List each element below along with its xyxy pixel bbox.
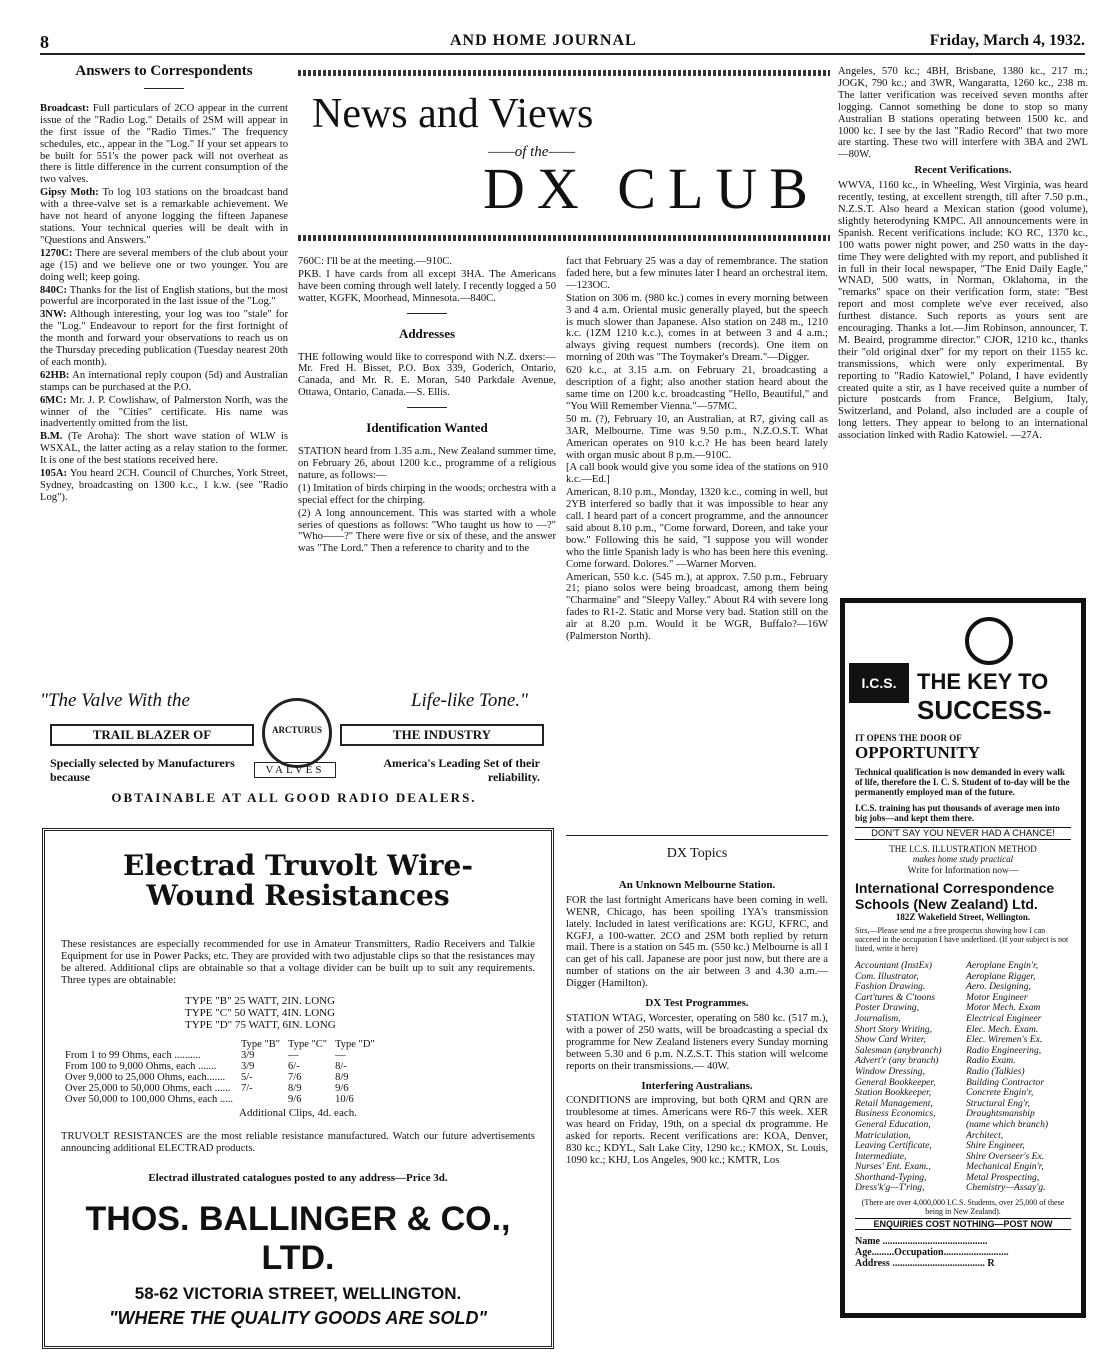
course-item: Journalism, bbox=[855, 1012, 901, 1024]
company-name: THOS. BALLINGER & CO., LTD. bbox=[85, 1200, 511, 1278]
course-item: Radio Engineering, bbox=[966, 1044, 1042, 1056]
interfering-heading: Interfering Australians. bbox=[641, 1079, 753, 1092]
paragraph: American, 8.10 p.m., Monday, 1320 k.c., coming in well, but 2YB interfered so badly that it was impossible to hear any call. I heard part of a concert programme, and the announcer said about 8.10 p.m., "Come forward, Doreen, and take your bow." Following this he said, "I suppose you will wonder who the little Spanish lady is who has been here this evening. Come forward. Dolores." —Warner Morven. bbox=[566, 487, 828, 570]
masthead-border-bottom bbox=[298, 235, 830, 241]
electrad-title: Electrad Truvolt Wire- Wound Resistances bbox=[123, 849, 473, 912]
course-item: Nurses' Ent. Exam., bbox=[855, 1161, 931, 1173]
course-item: Business Economics, bbox=[855, 1108, 936, 1120]
course-list bbox=[855, 961, 1071, 1194]
dx-topics bbox=[566, 835, 828, 1168]
enquiries: ENQUIRIES COST NOTHING—POST NOW bbox=[855, 1218, 1071, 1230]
arcturus-right-text: America's Leading Set of their reliability. bbox=[383, 756, 540, 784]
page-number: 8 bbox=[40, 32, 49, 52]
divider bbox=[407, 407, 447, 408]
company-address: 58-62 VICTORIA STREET, WELLINGTON. bbox=[134, 1284, 462, 1304]
masthead-line1: News and Views bbox=[312, 91, 594, 137]
ics-ad bbox=[840, 598, 1086, 1318]
table-row: Over 50,000 to 100,000 Ohms, each ..... 9/6 10/6 bbox=[65, 1093, 354, 1105]
course-item: Window Dressing, bbox=[855, 1065, 926, 1077]
dx-masthead bbox=[298, 70, 830, 250]
paragraph: WWVA, 1160 kc., in Wheeling, West Virginia, was heard recently, testing, at excellent strength, till after 7.50 p.m., N.Z.S.T. Also heard a Mexican station (good volume), slightly heterodyning KMPC. All announcements were in Spanish. Recent verifications include: KO RC, 1370 kc., 100 watts power night power, and 250 watts in the day-time They were delighted with my report, and published it in full in their local newspaper, "The Enid Daily Eagle," WNAD, 500 watts, in Norman, Oklahoma, in the "remarks" space on their verification form, state: "Best report and most complete we've ever received, also furthest distance. Such reports as yours sent are encouraging. Thanks a lot.—Jim Robinson, announcer, T. M. Beaird, programme director." CJOR, 1210 kc., thanks their "old original dxer" for my report on their 1155 kc. transmissions, which were only experimental. By reporting to "Radio Katowiel," Poland, I have evidently created quite a stir, as I have received quite a number of picture postcards from France, Belgium, Italy, Switzerland, and Poland, also included are a couple of long letters. They appear to belong to an international association linked with Radio Katowiel. —27A. bbox=[838, 180, 1088, 442]
course-item: Architect, bbox=[966, 1129, 1004, 1141]
answer-item: 105A: You heard 2CH. Council of Churches, York Street, Sydney, broadcasting on 1300 k.c., 1 k.w. (see "Radio Log"). bbox=[40, 468, 288, 503]
dx-topics-heading: DX Topics bbox=[666, 846, 728, 861]
table-row: Over 9,000 to 25,000 Ohms, each....... 5/- 7/6 8/9 bbox=[65, 1071, 349, 1083]
answer-item: 62HB: An international reply coupon (5d) and Australian stamps can be purchased at the P.O. bbox=[40, 369, 288, 393]
course-item: Motor Mech. Exam bbox=[966, 1002, 1041, 1014]
course-item: Shorthand-Typing, bbox=[855, 1171, 927, 1183]
journal-title: AND HOME JOURNAL bbox=[450, 32, 637, 49]
melbourne-heading: An Unknown Melbourne Station. bbox=[618, 878, 776, 891]
course-item: Elec. Wiremen's Ex. bbox=[966, 1034, 1043, 1046]
paragraph: 760C: I'll be at the meeting.—910C. bbox=[298, 256, 453, 267]
clips-note: Additional Clips, 4d. each. bbox=[239, 1106, 357, 1119]
arcturus-left-text: Specially selected by Manufacturers because bbox=[50, 756, 235, 784]
school-line2: Schools (New Zealand) Ltd. bbox=[855, 896, 1038, 912]
course-item: Show Card Writer, bbox=[855, 1034, 926, 1046]
slogan-right: Life-like Tone." bbox=[410, 690, 528, 711]
paragraph: STATION WTAG, Worcester, operating on 580 kc. (517 m.), with a power of 250 watts, will be broadcasting a special dx programme for New Zealand listeners every Sunday morning between 5.30 and 6 p.m. N.Z.S.T. This station will welcome reports on their transmissions.— 40W. bbox=[566, 1012, 828, 1072]
masthead-line3: DX CLUB bbox=[483, 156, 820, 221]
course-list-left bbox=[855, 961, 960, 1194]
course-item: Fashion Drawing. bbox=[855, 981, 926, 993]
course-list-right bbox=[966, 961, 1071, 1194]
course-item: Radio (Talkies) bbox=[966, 1065, 1025, 1077]
sirs: Sirs,—Please send me a free prospectus showing how I can succeed in the occupation I have underlined. (If your subject is not listed, write it here) bbox=[855, 926, 1069, 953]
course-item: Salesman (anybranch) bbox=[855, 1044, 942, 1056]
write: Write for Information now— bbox=[907, 866, 1019, 876]
course-item: Draughtsmanship bbox=[966, 1108, 1035, 1120]
course-item: Shire Overseer's Ex. bbox=[966, 1150, 1045, 1162]
page-header bbox=[40, 32, 1085, 52]
course-item: Aeroplane Engin'r, bbox=[966, 960, 1039, 971]
addresses-heading: Addresses bbox=[398, 325, 456, 341]
issue-date: Friday, March 4, 1932. bbox=[929, 32, 1085, 49]
paragraph: CONDITIONS are improving, but both QRM and QRN are troublesome at times. Americans were R6-7 this week. XER was heard on Friday, 19th, on a special dx programme. He asked for reports. Recent verifications are: KOA, Denver, 830 kc.; KDYL, Salt Lake City, 1290 kc.; KMOX, St. Louis, 1090 kc.; KHJ, Los Angeles, 900 kc.; KMTR, Los bbox=[566, 1095, 828, 1166]
recent-heading: Recent Verifications. bbox=[914, 164, 1012, 177]
course-item: Aeroplane Rigger, bbox=[966, 970, 1036, 982]
course-item: Retail Management, bbox=[855, 1097, 933, 1109]
arcturus-bottom: OBTAINABLE AT ALL GOOD RADIO DEALERS. bbox=[111, 790, 477, 805]
ics-logo: I.C.S. bbox=[849, 663, 909, 703]
left-banner: TRAIL BLAZER OF bbox=[50, 724, 254, 746]
catalogue-note: Electrad illustrated catalogues posted to any address—Price 3d. bbox=[148, 1172, 448, 1185]
paragraph: 620 k.c., at 3.15 a.m. on February 21, broadcasting a description of a fight; also another station heard about the same time on 1200 k.c. broadcasting "Hello, Beautiful," and "You Will Remember Vienna."—57MC. bbox=[566, 365, 828, 412]
ics-p2: I.C.S. training has put thousands of average men into big jobs—and kept them there. bbox=[855, 803, 1060, 823]
course-item: Concrete Engin'r, bbox=[966, 1087, 1034, 1099]
course-item: Poster Drawing, bbox=[855, 1002, 919, 1014]
arcturus-brand: ARCTURUS bbox=[271, 725, 322, 735]
table-row: Over 25,000 to 50,000 Ohms, each ...... 7/- 8/9 9/6 bbox=[65, 1082, 349, 1094]
course-item: General Education, bbox=[855, 1118, 931, 1130]
dx-column-2 bbox=[298, 256, 556, 556]
table-row: From 100 to 9,000 Ohms, each ....... 3/9 6/- 8/- bbox=[65, 1060, 347, 1072]
key-line2: SUCCESS- bbox=[917, 695, 1052, 725]
key-line1: THE KEY TO bbox=[917, 669, 1049, 694]
opens-line: IT OPENS THE DOOR OF OPPORTUNITY bbox=[855, 733, 981, 762]
course-item: Structural Eng'r, bbox=[966, 1097, 1030, 1109]
course-item: Building Contractor bbox=[966, 1076, 1045, 1088]
course-item: Aero. Designing, bbox=[966, 981, 1031, 993]
paragraph: Station on 306 m. (980 kc.) comes in every morning between 3 and 4 a.m. Oriental music generally played, but the speech is much slower than Japanese. Also station on 248 m., 1210 k.c. (1ZM 1210 k.c.), comes in at between 3 and 4 a.m.; always giving request numbers (records). One item on morning of 20th was "The Toymaker's Dream."—Digger. bbox=[566, 292, 828, 364]
dont-say: DON'T SAY YOU NEVER HAD A CHANCE! bbox=[855, 827, 1071, 840]
paragraph: THE following would like to correspond with N.Z. dxers:—Mr. Fred H. Bisset, P.O. Box 339, Goderich, Ontario, Canada, and Mr. R. E. Moran, 540 Parkdale Avenue, Ottawa, Ontario, Canada.—S. Ellis. bbox=[298, 351, 556, 399]
header-rule bbox=[40, 53, 1085, 55]
divider bbox=[566, 835, 828, 836]
method: THE I.C.S. ILLUSTRATION METHOD bbox=[889, 844, 1037, 854]
course-item: Station Bookkeeper, bbox=[855, 1087, 932, 1099]
course-item: Mechanical Engin'r, bbox=[966, 1161, 1044, 1173]
electrad-intro: These resistances are especially recommended for use in Amateur Transmitters, Radio Receivers and Talkie Equipment for use in Power Packs, etc. They are provided with two adjustable clips so that the resistances may be altered. Additional clips are obtainable so that a voltage divider can be built up to suit any requirements. Three types are obtainable: bbox=[61, 939, 535, 986]
paragraph: FOR the last fortnight Americans have been coming in well. WENR, Chicago, has been spoiling 1YA's transmission lately. Included in latest verifications are: KGU, KFRC, and KGFJ, a 100-watter. 2CO and 2SM both replied by return mail. There is a station on 545 m. (550 kc.) Melbourne is all I can get of his call. Japanese are poor just now, but there are a number of stations on the air between 3 and 4.30 a.m.— Digger (Hamilton). bbox=[566, 894, 828, 990]
paragraph: [A call book would give you some idea of the stations on 910 k.c.—Ed.] bbox=[566, 462, 828, 486]
answer-item: 6MC: Mr. J. P. Cowlishaw, of Palmerston North, was the winner of the "Cities" certificate. His name was inadvertently omitted from the list. bbox=[40, 394, 288, 430]
course-item: Matriculation, bbox=[855, 1129, 911, 1141]
age-field[interactable]: Age.........Occupation.......................... bbox=[855, 1247, 1009, 1259]
paragraph: (1) Imitation of birds chirping in the woods; orchestra with a special effect for the chirping. bbox=[298, 482, 556, 506]
electrad-types: TYPE "B" 25 WATT, 2IN. LONG TYPE "C" 50 WATT, 4IN. LONG TYPE "D" 75 WATT, 6IN. LONG bbox=[185, 994, 336, 1031]
paragraph: Angeles, 570 kc.; 4BH, Brisbane, 1380 kc., 217 m.; JOGK, 790 kc.; and 3WR, Wangaratta, 1260 kc., 238 m. The latter verification was received seven months after logging. Cannot something be done to stop so many Australian B stations operating between 1500 kc. and 1000 kc. I see by the last "Radio Record" that two more are starting. These two will interfere with 3BA and 2WL—80W. bbox=[838, 66, 1088, 161]
course-item: Radio Exam. bbox=[966, 1055, 1016, 1067]
answer-item: Gipsy Moth: To log 103 stations on the broadcast band with a three-valve set is a remarkable achievement. We have not heard of anyone logging the fifteen Japanese stations. Your technical queries will be dealt with in "Questions and Answers." bbox=[40, 187, 288, 246]
dx-column-3 bbox=[566, 256, 828, 644]
arcturus-logo bbox=[262, 698, 332, 768]
answer-item: 840C: Thanks for the list of English stations, but the most powerful are incorporated in the last issue of the "Log." bbox=[40, 284, 288, 308]
school-line1: International Correspondence bbox=[855, 880, 1055, 896]
ident-heading: Identification Wanted bbox=[366, 420, 488, 436]
course-item: Leaving Certificate, bbox=[855, 1140, 932, 1152]
test-heading: DX Test Programmes. bbox=[645, 997, 749, 1010]
paragraph: STATION heard from 1.35 a.m., New Zealand summer time, on February 26, about 1200 k.c., programme of a religious nature, as follows:— bbox=[298, 446, 556, 481]
course-item: Elec. Mech. Exam. bbox=[966, 1023, 1039, 1035]
arcturus-ad bbox=[40, 690, 548, 825]
table-row: From 1 to 99 Ohms, each .......... 3/9 — — bbox=[65, 1049, 346, 1061]
dx-column-4 bbox=[838, 66, 1088, 443]
course-item: (name which branch) bbox=[966, 1118, 1049, 1130]
price-table: Type "B" Type "C" Type "D" From 1 to 99 Ohms, each .......... 3/9 — — From 100 to 9,000 Ohms, each ....... 3/9 6/- 8/- Over 9,000 to 25,000 Ohms, each....... 5/- 7/6 8/9 Over 25,000 to 50,000 Ohms, each ...... 7/- 8/9 9/6 Over 50,000 to 100,000 Ohms, each ..... 9/6 10/6 bbox=[61, 1039, 379, 1105]
paragraph: (2) A long announcement. This was started with a whole series of questions as follows: "Who taught us how to —?" "Who——?" There were five or six of these, and the answer was "The Lord." Then a reference to charity and to the bbox=[298, 507, 556, 555]
paragraph: PKB. I have cards from all except 3HA. The Americans have been coming through well lately. I recently logged a 50 watter, KGFK, Moorhead, Minnesota.—840C. bbox=[298, 268, 556, 304]
electrad-ad bbox=[42, 828, 554, 1349]
truvolt-note: TRUVOLT RESISTANCES are the most reliable resistance manufactured. Watch our future advertisements announcing additional ELECTRAD products. bbox=[61, 1130, 535, 1154]
course-item: Accountant (InstEx) bbox=[855, 960, 932, 971]
course-item: Shire Engineer, bbox=[966, 1140, 1025, 1152]
ics-p1: Technical qualification is now demanded in every walk of life, therefore the I. C. S. Student of to-day will be the permanently employed man of the future. bbox=[855, 767, 1070, 797]
masthead-line2: ——of the—— bbox=[488, 144, 576, 160]
makes: makes home study practical bbox=[912, 854, 1014, 864]
course-item: Metal Prospecting, bbox=[966, 1171, 1040, 1183]
name-field[interactable]: Name .......................................... bbox=[855, 1236, 988, 1248]
course-item: Motor Engineer bbox=[966, 991, 1028, 1003]
divider bbox=[144, 88, 184, 89]
course-item: General Bookkeeper, bbox=[855, 1076, 936, 1088]
valves-label: VALVES bbox=[254, 762, 336, 778]
course-item: Dress'k'g—T'ring, bbox=[855, 1182, 925, 1194]
answer-item: Broadcast: Full particulars of 2CO appear in the current issue of the "Radio Log." Details of 2SM will appear in the first issue of the "Radio Times." The frequency schedules, etc., appear in the "Log." If your set appears to be built for 551's the power pack will not overheat as there is little difference in the current consumption of the two valves. bbox=[40, 102, 288, 186]
street: 182Z Wakefield Street, Wellington. bbox=[895, 912, 1031, 922]
paragraph: fact that February 25 was a day of remembrance. The station faded here, but a few minutes later I heard an orchestral item.—123OC. bbox=[566, 256, 828, 291]
course-item: Cart'tures & C'toons bbox=[855, 991, 935, 1003]
course-item: Advert'r (any branch) bbox=[855, 1055, 939, 1067]
answers-column bbox=[40, 63, 288, 505]
key-graphic bbox=[845, 603, 1081, 733]
slogan-left: "The Valve With the bbox=[40, 690, 190, 711]
masthead-border-top bbox=[298, 70, 830, 76]
paragraph: American, 550 k.c. (545 m.), at approx. 7.50 p.m., February 21; piano solos were being broadcast, among them being "Charmaine" and "Sleepy Valley." About R4 with severe long fades to R1-2. Static and Morse very bad. Station still on the air at 8.20 p.m. Would it be WGR, Buffalo?—16W (Palmerston North). bbox=[566, 571, 828, 643]
paragraph: 50 m. (?), February 10, an Australian, at R7, giving call as 3AR, Melbourne. Time was 9.50 p.m., N.Z.O.S.T. What American operates on 910 k.c.? He has been heard lately with organ music about 8 p.m.—910C. bbox=[566, 413, 828, 461]
answer-item: B.M. (Te Aroha): The short wave station of WLW is WSXAL, the latter acting as a relay station to the former. It is one of the best stations received here. bbox=[40, 431, 288, 467]
key-icon bbox=[965, 617, 1013, 665]
course-item: Com. Illustrator, bbox=[855, 970, 919, 982]
course-item: Short Story Writing, bbox=[855, 1023, 933, 1035]
answers-heading: Answers to Correspondents bbox=[75, 63, 253, 79]
right-banner: THE INDUSTRY bbox=[340, 724, 544, 746]
ics-body bbox=[845, 733, 1081, 1269]
course-item: Electrical Engineer bbox=[966, 1012, 1042, 1024]
course-item: Intermediate, bbox=[855, 1150, 907, 1162]
address-field[interactable]: Address ..................................... R bbox=[855, 1258, 995, 1270]
course-item: Chemistry—Assay'g. bbox=[966, 1182, 1046, 1194]
students: (There are over 4,000,000 I.C.S. Students, over 25,000 of these being in New Zealand). bbox=[861, 1198, 1065, 1217]
divider bbox=[407, 313, 447, 314]
company-slogan: "WHERE THE QUALITY GOODS ARE SOLD" bbox=[108, 1308, 488, 1329]
answer-item: 1270C: There are several members of the club about your age (15) and we believe one or two younger. You are doing well; keep going. bbox=[40, 247, 288, 283]
answer-item: 3NW: Although interesting, your log was too "stale" for the "Log." Endeavour to report for the first fortnight of the month and forward your observations to reach us on the Thursday preceding publication (Tuesday nearest 20th of each month). bbox=[40, 309, 288, 368]
